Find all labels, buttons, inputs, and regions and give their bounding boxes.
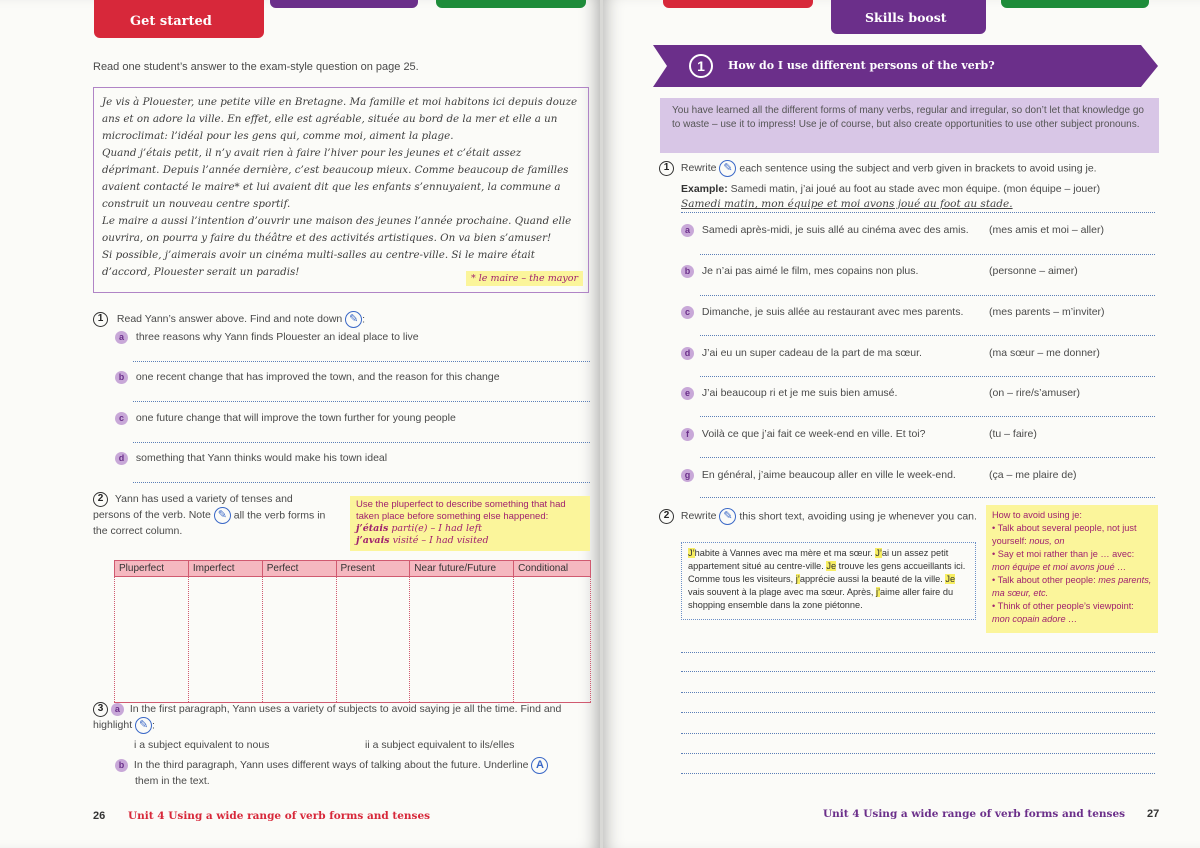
- passage-box: [681, 542, 976, 620]
- answer-line[interactable]: [681, 773, 1155, 774]
- r-q1-item-e: [681, 387, 1151, 400]
- highlight-je: j’: [795, 574, 800, 584]
- item-hint: (mes parents – m’inviter): [989, 306, 1105, 318]
- table-cell[interactable]: [514, 577, 591, 703]
- item-text: J’ai beaucoup ri et je me suis bien amusé.: [701, 387, 898, 400]
- letter-paragraph-3: Le maire a aussi l’intention d’ouvrir une maison des jeunes l’année prochaine. Quand elle ouvrira, on pourra y faire du théâtre et des activités artistiques. On va bien s’amuser!: [102, 215, 572, 244]
- skills-boost-tab: [831, 0, 986, 34]
- answer-line[interactable]: [700, 416, 1155, 417]
- answer-line[interactable]: [700, 497, 1155, 498]
- item-text: En général, j’aime beaucoup aller en ville le week-end.: [701, 469, 956, 482]
- passage-text: habite à Vannes avec ma mère et ma sœur.: [694, 548, 876, 558]
- q2-text-a: Yann has used a variety of tenses and persons of the verb. Note: [93, 493, 293, 522]
- glossary-note: * le maire – the mayor: [466, 271, 583, 286]
- passage-text: ai un assez petit appartement situé au centre-ville.: [688, 548, 949, 571]
- example-label: Example:: [681, 183, 728, 195]
- answer-line[interactable]: [133, 401, 590, 402]
- answer-line[interactable]: [700, 457, 1155, 458]
- column-near-future: Near future/Future: [410, 561, 514, 577]
- footer-title-left: Unit 4 Using a wide range of verb forms and tenses: [128, 810, 431, 822]
- red-tab: [663, 0, 813, 8]
- tip-item: • Say et moi rather than je … avec: mon équipe et moi avons joué …: [992, 549, 1135, 572]
- highlight-je: Je: [945, 574, 956, 584]
- r-q2-text-a: Rewrite: [680, 510, 717, 523]
- answer-line[interactable]: [681, 692, 1155, 693]
- q3-prompt-a: 3 a In the first paragraph, Yann uses a variety of subjects to avoid saying je all the time. Find and highlight ✎ :: [93, 702, 593, 734]
- passage-text: vais souvent à la plage avec ma sœur. Après,: [688, 587, 876, 597]
- underline-icon: A: [531, 757, 548, 774]
- q1-item-d-letter: d: [115, 452, 128, 465]
- r-q1-item-f: [681, 428, 1151, 441]
- table-cell[interactable]: [410, 577, 514, 703]
- answer-line[interactable]: [700, 376, 1155, 377]
- tenses-table: [114, 560, 591, 703]
- q3-b-text: In the third paragraph, Yann uses different ways of talking about the future. Underline: [133, 759, 529, 772]
- purple-tab: [270, 0, 418, 8]
- r-q1-text-b: each sentence using the subject and verb given in brackets to avoid using je.: [739, 162, 1097, 175]
- r-q1-item-c: [681, 306, 1151, 319]
- answer-line[interactable]: [681, 671, 1155, 672]
- item-hint: (mes amis et moi – aller): [989, 224, 1104, 236]
- passage-text: aime aller faire du shopping ensemble dans la zone piétonne.: [688, 587, 954, 610]
- pencil-icon: ✎: [719, 508, 736, 525]
- answer-line[interactable]: [700, 295, 1155, 296]
- intro-text: Read one student’s answer to the exam-style question on page 25.: [93, 61, 419, 73]
- letter-paragraph-2: Quand j’étais petit, il n’y avait rien à faire l’hiver pour les jeunes et c’était assez déprimant. Depuis l’année dernière, c’est beaucoup mieux. Comme beaucoup de familles avaient contacté le maire* et lui avaient dit que les enfants s’ennuyaient, la commune a construit un nouveau centre sportif.: [102, 147, 569, 210]
- highlight-je: j’: [875, 587, 881, 597]
- q1-item-b: [115, 371, 500, 384]
- item-text: Samedi après-midi, je suis allé au cinéma avec des amis.: [701, 224, 969, 237]
- footer-title-right: Unit 4 Using a wide range of verb forms and tenses: [823, 808, 1126, 820]
- answer-line[interactable]: [681, 753, 1155, 754]
- footer-page-number-right: 27: [1147, 808, 1160, 820]
- pencil-icon: ✎: [214, 507, 231, 524]
- passage-text: apprécie aussi la beauté de la ville.: [799, 574, 946, 584]
- item-hint: (ça – me plaire de): [989, 469, 1077, 481]
- item-hint: (tu – faire): [989, 428, 1037, 440]
- pencil-icon: ✎: [719, 160, 736, 177]
- q1-item-c-text: one future change that will improve the town further for young people: [135, 412, 456, 425]
- tip-item: • Talk about several people, not just yourself: nous, on: [992, 523, 1137, 546]
- right-page: [603, 0, 1200, 848]
- q1-prompt: 1 Read Yann’s answer above. Find and note down ✎ :: [93, 311, 365, 328]
- q3-b-letter: b: [115, 759, 128, 772]
- intro-box: You have learned all the different forms of many verbs, regular and irregular, so don’t let that knowledge go to waste – use it to impress! Use je of course, but also create opportunities to use other subject pronouns.: [660, 98, 1159, 153]
- item-letter: a: [681, 224, 694, 237]
- letter-box: [93, 87, 589, 293]
- letter-paragraph-1: Je vis à Plouester, une petite ville en Bretagne. Ma famille et moi habitons ici depuis douze ans et on adore la ville. En effet, elle est agréable, située au bord de la mer et elle a un microclimat: l’idéal pour les gens qui, comme moi, aiment la plage.: [102, 96, 578, 142]
- tip-line-1: Use the pluperfect to describe something that had taken place before something else happened:: [356, 499, 566, 522]
- q3-a-letter: a: [111, 703, 124, 716]
- section-banner: [653, 45, 1158, 87]
- item-letter: c: [681, 306, 694, 319]
- q3-b-text-2: them in the text.: [135, 775, 210, 787]
- answer-line[interactable]: [681, 733, 1155, 734]
- q2-text-b: all the verb forms in the correct column.: [93, 509, 326, 537]
- r-q2-text-b: this short text, avoiding using je whenever you can.: [739, 510, 977, 523]
- column-pluperfect: Pluperfect: [115, 561, 189, 577]
- item-text: Dimanche, je suis allée au restaurant avec mes parents.: [701, 306, 964, 319]
- tip-item: • Think of other people’s viewpoint: mon copain adore …: [992, 601, 1134, 624]
- column-perfect: Perfect: [262, 561, 336, 577]
- table-cell[interactable]: [115, 577, 189, 703]
- q1-item-b-text: one recent change that has improved the town, and the reason for this change: [135, 371, 500, 384]
- item-text: Je n’ai pas aimé le film, mes copains non plus.: [701, 265, 919, 278]
- r-q1-number: 1: [659, 161, 674, 176]
- q1-item-c: [115, 412, 456, 425]
- r-q1-item-b: [681, 265, 1151, 278]
- item-letter: b: [681, 265, 694, 278]
- footer-page-number-left: 26: [93, 810, 106, 822]
- highlight-je: Je: [826, 561, 837, 571]
- get-started-tab: [94, 0, 264, 38]
- example-answer: Samedi matin, mon équipe et moi avons joué au foot au stade.: [681, 198, 1013, 210]
- q1-item-c-letter: c: [115, 412, 128, 425]
- item-letter: f: [681, 428, 694, 441]
- q2-number: 2: [93, 492, 108, 507]
- banner-title: How do I use different persons of the verb?: [728, 59, 995, 72]
- q1-item-a: [115, 331, 419, 344]
- tip-example-2: j’avais visité – I had visited: [356, 535, 489, 546]
- item-hint: (ma sœur – me donner): [989, 347, 1100, 359]
- example-text: Samedi matin, j’ai joué au foot au stade avec mon équipe. (mon équipe – jouer): [727, 183, 1101, 195]
- table-cell[interactable]: [188, 577, 262, 703]
- q1-text: Read Yann’s answer above. Find and note down: [116, 313, 343, 326]
- column-conditional: Conditional: [514, 561, 591, 577]
- item-letter: g: [681, 469, 694, 482]
- q1-item-a-text: three reasons why Yann finds Plouester an ideal place to live: [135, 331, 419, 344]
- item-hint: (on – rire/s’amuser): [989, 387, 1081, 399]
- q1-item-a-letter: a: [115, 331, 128, 344]
- answer-line[interactable]: [700, 335, 1155, 336]
- q1-item-d-text: something that Yann thinks would make his town ideal: [135, 452, 388, 465]
- pluperfect-tip-box: [350, 496, 590, 551]
- green-tab: [436, 0, 586, 8]
- table-cell[interactable]: [262, 577, 336, 703]
- q3-i: i a subject equivalent to nous: [134, 739, 270, 751]
- r-q1-prompt: [659, 160, 1097, 177]
- r-q1-item-d: [681, 347, 1151, 360]
- answer-line[interactable]: [133, 361, 590, 362]
- q1-number: 1: [93, 312, 108, 327]
- tip-item: • Talk about other people: mes parents, ma sœur, etc.: [992, 575, 1152, 598]
- r-q1-text-a: Rewrite: [680, 162, 717, 175]
- r-q2-prompt: [659, 508, 979, 525]
- item-text: J’ai eu un super cadeau de la part de ma sœur.: [701, 347, 922, 360]
- passage-text: trouve les gens accueillants ici. Comme tous les visiteurs,: [688, 561, 966, 584]
- skills-boost-label: Skills boost: [865, 10, 947, 25]
- r-q1-item-g: [681, 469, 1151, 482]
- column-imperfect: Imperfect: [188, 561, 262, 577]
- q3-prompt-b: [115, 757, 595, 788]
- letter-paragraph-4: Si possible, j’aimerais avoir un cinéma multi-salles au centre-ville. Si le maire était d’accord, Plouester serait un paradis!: [102, 249, 535, 278]
- q3-number: 3: [93, 702, 108, 717]
- answer-line[interactable]: [681, 652, 1155, 653]
- get-started-label: Get started: [130, 14, 212, 29]
- q1-item-d: [115, 452, 387, 465]
- banner-number: 1: [689, 54, 713, 78]
- item-letter: d: [681, 347, 694, 360]
- pencil-icon: ✎: [345, 311, 362, 328]
- r-q2-number: 2: [659, 509, 674, 524]
- green-tab: [1001, 0, 1149, 8]
- q1-item-b-letter: b: [115, 371, 128, 384]
- r-q1-item-a: [681, 224, 1151, 237]
- column-present: Present: [336, 561, 410, 577]
- how-to-avoid-tip-box: [986, 505, 1158, 633]
- answer-line[interactable]: [133, 442, 590, 443]
- table-cell[interactable]: [336, 577, 410, 703]
- q3-a-text: In the first paragraph, Yann uses a variety of subjects to avoid saying je all the time. Find and highlight: [93, 703, 562, 732]
- example-line: [681, 183, 1100, 195]
- answer-line[interactable]: [700, 254, 1155, 255]
- q3-ii: ii a subject equivalent to ils/elles: [365, 739, 515, 751]
- tip-title: How to avoid using je:: [992, 510, 1082, 520]
- highlighter-icon: ✎: [135, 717, 152, 734]
- tip-example-1: j’étais parti(e) – I had left: [356, 523, 482, 534]
- answer-line[interactable]: [133, 482, 590, 483]
- item-letter: e: [681, 387, 694, 400]
- answer-line[interactable]: [681, 212, 1155, 213]
- item-text: Voilà ce que j’ai fait ce week-end en ville. Et toi?: [701, 428, 926, 441]
- answer-line[interactable]: [681, 712, 1155, 713]
- q2-prompt: [93, 492, 333, 538]
- highlight-je: J’: [875, 548, 882, 558]
- highlight-je: J’: [688, 548, 695, 558]
- item-hint: (personne – aimer): [989, 265, 1078, 277]
